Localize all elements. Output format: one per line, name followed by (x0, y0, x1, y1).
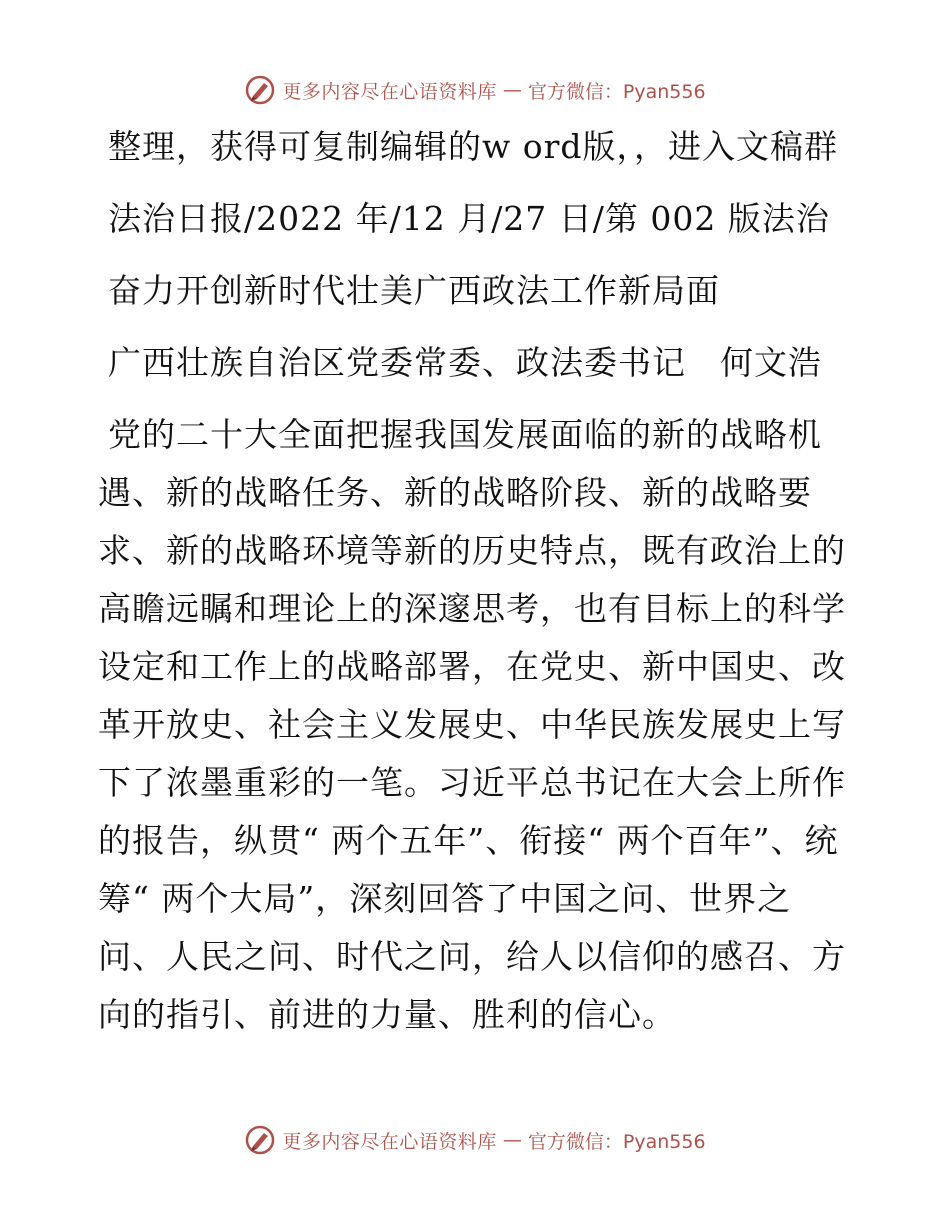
article-headline: 奋力开创新时代壮美广西政法工作新局面 (108, 271, 720, 310)
watermark-footer (0, 1120, 950, 1160)
watermark-text: 更多内容尽在心语资料库 (282, 1130, 497, 1153)
article-body-paragraph: 党的二十大全面把握我国发展面临的新的战略机遇、新的战略任务、新的战略阶段、新的战略要求、新的战略环境等新的历史特点，既有政治上的高瞻远瞩和理论上的深邃思考，也有目标上的科学设定和工作上的战略部署，在党史、新中国史、改革开放史、社会主义发展史、中华民族发展史上写下了浓墨重彩的一笔。习近平总书记在大会上所作的报告，纵贯“ 两个五年”、衔接“ 两个百年”、统筹“ 两个大局”，深刻回答了中国之问、世界之问、人民之问、时代之问，给人以信仰的感召、方向的指引、前进的力量、胜利的信心。 (98, 415, 846, 1034)
pen-logo-icon (244, 1124, 276, 1156)
watermark-wechat: 官方微信：Pyan556 (527, 1130, 706, 1153)
watermark-wechat: 官方微信：Pyan556 (527, 80, 706, 103)
watermark-header (0, 70, 950, 110)
pen-logo-icon (244, 74, 276, 106)
watermark-separator: — (502, 79, 522, 101)
watermark-text: 更多内容尽在心语资料库 (282, 80, 497, 103)
watermark-separator: — (502, 1129, 522, 1151)
intro-paragraph: 整理，获得可复制编辑的w ord版，，进入文稿群 (108, 127, 839, 166)
source-line: 法治日报/2022 年/12 月/27 日/第 002 版法治 (108, 199, 830, 238)
document-body (98, 118, 858, 1044)
article-byline: 广西壮族自治区党委常委、政法委书记 何文浩 (108, 343, 822, 382)
